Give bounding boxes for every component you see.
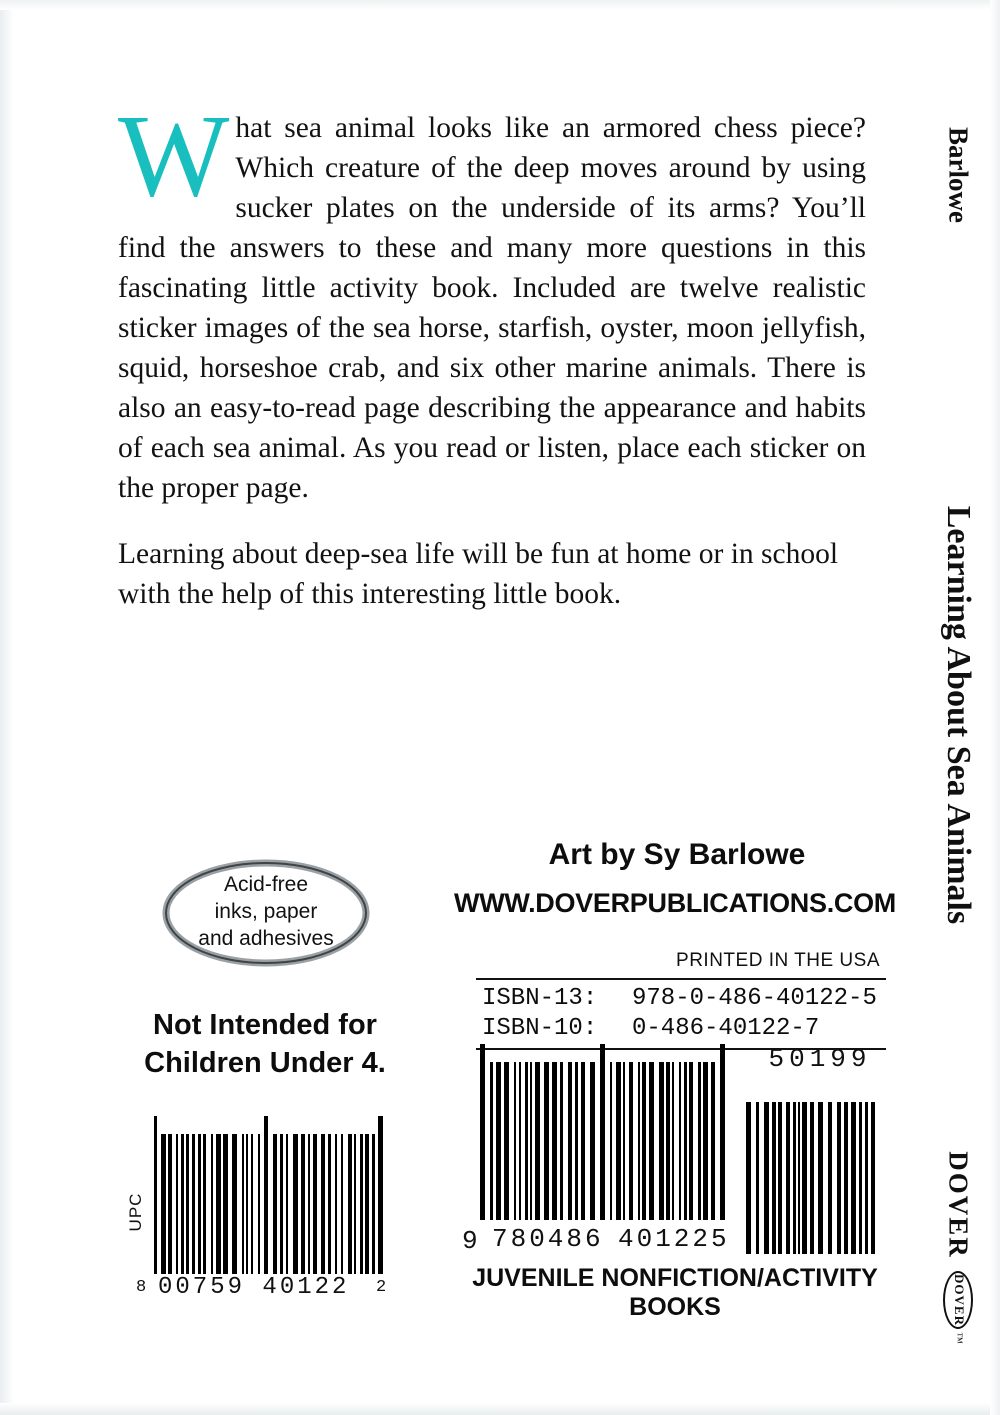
art-credit: Art by Sy Barlowe [548, 838, 806, 871]
isbn-10-label: ISBN-10: [482, 1015, 598, 1042]
ean-addon-digits: 50199 [768, 1044, 872, 1074]
isbn-13-row [482, 984, 886, 1014]
ean-barcode [462, 1044, 740, 1256]
age-warning-line-1: Not Intended for [153, 1009, 377, 1041]
upc-label: UPC [126, 1192, 145, 1232]
acid-free-line-1: Acid-free [223, 873, 309, 896]
page-edge-right [990, 0, 1000, 1415]
blurb-paragraph-2: Learning about deep-sea life will be fun at home or in school with the help of this interesting little book. [118, 538, 839, 610]
blurb-paragraph-1-text: hat sea animal looks like an armored chess piece? Which creature of the deep moves around by using sucker plates on the underside of its arms? You’ll find the answers to these and many more questions in this fascinating little activity book. Included are twelve realistic sticker images of the sea horse, starfish, oyster, moon jellyfish, squid, horseshoe crab, and six other marine animals. There is also an easy-to-read page describing the appearance and habits of each sea animal. As you read or listen, place each sticker on the proper page. [118, 112, 866, 504]
book-spine [930, 0, 986, 1415]
ean-addon-bars-icon [746, 1078, 884, 1254]
back-cover-blurb [118, 90, 866, 614]
ean-left-group: 780486 [492, 1224, 604, 1254]
ean-lead-digit: 9 [462, 1226, 481, 1256]
isbn-13-value: 978-0-486-40122-5 [632, 985, 877, 1012]
drop-cap-letter: W [118, 90, 230, 221]
ean-bars-icon [480, 1044, 732, 1220]
isbn-10-value: 0-486-40122-7 [632, 1015, 820, 1042]
page-edge-top [0, 0, 1000, 10]
ean-addon-barcode [746, 1044, 890, 1254]
isbn-block [476, 978, 886, 1050]
ean-right-group: 401225 [618, 1224, 730, 1254]
age-warning [140, 1006, 390, 1082]
isbn-13-label: ISBN-13: [482, 985, 598, 1012]
page-edge-bottom [0, 1403, 1000, 1415]
spine-title: Learning About Sea Animals [940, 505, 977, 925]
upc-barcode [126, 1116, 400, 1306]
acid-free-text [156, 871, 376, 952]
page-edge-left [0, 0, 14, 1415]
isbn-10-row [482, 1014, 886, 1044]
spine-author: Barlowe [943, 127, 974, 223]
dover-logo-icon: DOVER [943, 1271, 973, 1329]
upc-check-digit: 2 [376, 1278, 390, 1297]
publisher-website[interactable]: WWW.DOVERPUBLICATIONS.COM [454, 888, 896, 918]
acid-free-badge [156, 853, 376, 973]
blurb-paragraph-1 [118, 90, 866, 508]
trademark-symbol: ™ [951, 1332, 966, 1344]
acid-free-line-2: inks, paper [214, 900, 318, 923]
acid-free-line-3: and adhesives [198, 927, 334, 950]
upc-main-digits: 00759 40122 [158, 1274, 350, 1301]
spine-publisher: DOVER [943, 1151, 974, 1259]
printed-in-usa: PRINTED IN THE USA [676, 950, 880, 971]
age-warning-line-2: Children Under 4. [144, 1047, 386, 1079]
upc-bars-icon [154, 1116, 388, 1274]
upc-lead-digit: 8 [136, 1278, 150, 1297]
category-line: JUVENILE NONFICTION/ACTIVITY BOOKS [472, 1264, 878, 1321]
